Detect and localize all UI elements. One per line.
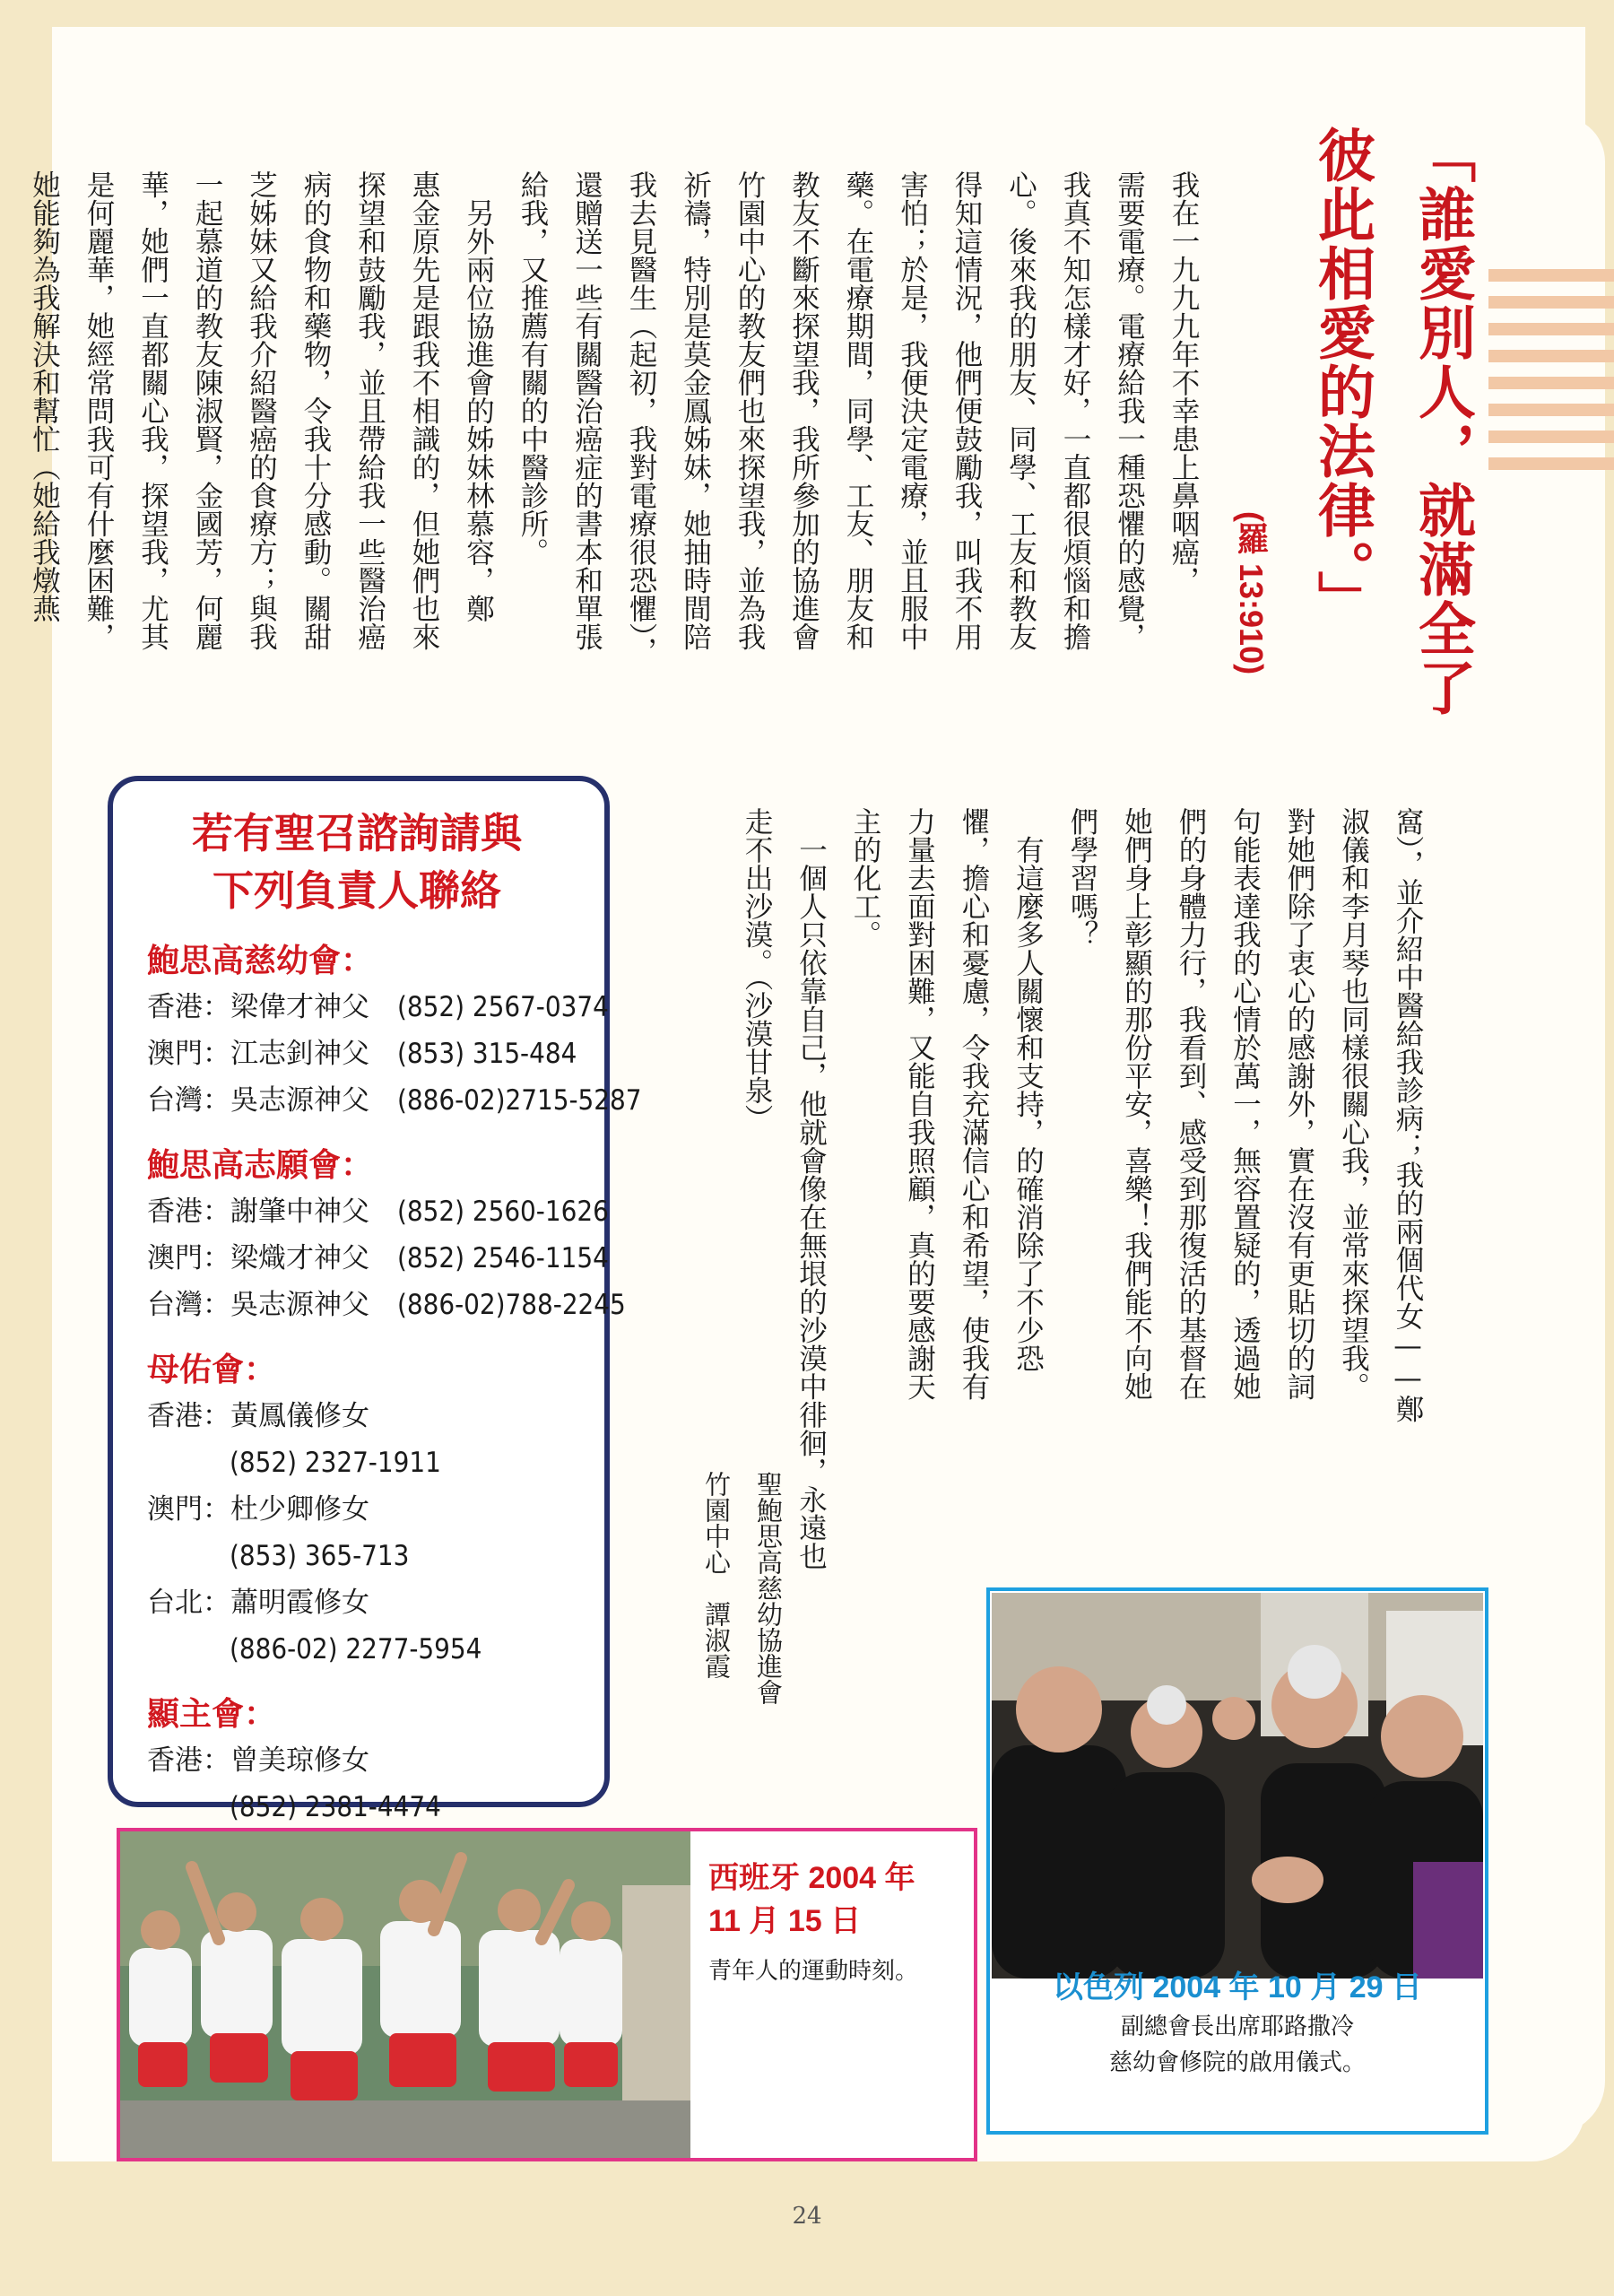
author-signature: 聖鮑思高慈幼協進會 竹園中心 譚淑霞 [701,1471,784,1705]
contact-heading-line1: 若有聖召諮詢請與 [192,809,522,857]
contact-line: 澳門：江志釗神父 (853) 315-484 [147,1038,577,1070]
contact-line: 台灣：吳志源神父 (886-02)2715-5287 [147,1084,642,1117]
contact-heading-line2: 下列負責人聯絡 [213,866,501,915]
contact-line: 澳門：杜少卿修女 [147,1493,369,1526]
contact-phone: (852) 2327-1911 [230,1447,441,1479]
contact-line: 台北：蕭明霞修女 [147,1587,369,1619]
decorative-stripes [1488,269,1614,502]
org-name: 鮑思高慈幼會： [147,943,374,979]
page-number: 24 [792,2203,822,2230]
contact-line: 澳門：梁熾才神父 (852) 2546-1154 [147,1242,609,1274]
contact-line: 香港：曾美琼修女 [147,1744,369,1777]
article-body-top: 我在一九九九年不幸患上鼻咽癌， 需要電療。電療給我一種恐懼的感覺， 我真不知怎樣才好，一直都很煩惱和擔 心。後來我的朋友、同學、工友和教友 得知這情況，他們便鼓勵我，叫我不用 害怕；於是，我便決定電療，並且服中 藥。在電療期間，同學、工友、朋友和 教友不斷來探望我，我所參加的協進會 竹園中心的教友們也來探望我，並為我 祈禱，特別是莫金鳳姊妹，她抽時間陪 我去見醫生（起初，我對電療很恐懼）， 還贈送一些有關醫治癌症的書本和單張 給我，又推薦有關的中醫診所。 另外兩位協進會的姊妹林慕容，鄭 惠金原先是跟我不相識的，但她們也來 探望和鼓勵我，並且帶給我一些醫治癌 病的食物和藥物，令我十分感動。關甜 芝姊妹又給我介紹醫癌的食療方；與我 一起慕道的教友陳淑賢，金國芳，何麗 華，她們一直都關心我，探望我，尤其 是何麗華，她經常問我可有什麼困難， 她能夠為我解決和幫忙（她給我燉燕 [28,170,1200,665]
spain-caption-date: 西班牙 2004 年 11 月 15 日 [708,1861,915,1938]
article-body-bottom: 窩），並介紹中醫給我診病；我的兩個代女——鄭 淑儀和李月琴也同樣很關心我，並常來探望我。 對她們除了衷心的感謝外，實在沒有更貼切的詞 句能表達我的心情於萬一，無容置疑的，透過她 們的身體力行，我看到、感受到那復活的基督在 她們身上彰顯的那份平安，喜樂！我們能不向她 們學習嗎？ 有這麼多人關懷和支持，的確消除了不少恐 懼，擔心和憂慮，令我充滿信心和希望，使我有 力量去面對困難，又能自我照顧，真的要感謝天 主的化工。 一個人只依靠自己，他就會像在無垠的沙漠中徘徊，永遠也 走不出沙漠。（沙漠甘泉） [741,807,1424,1570]
article-title: 「誰愛別人，就滿全了 彼此相愛的法律。」 [1308,126,1475,718]
contact-line: 香港：梁偉才神父 (852) 2567-0374 [147,991,609,1023]
org-name: 顯主會： [147,1696,277,1733]
israel-ceremony-photo [992,1593,1483,1979]
scripture-reference: (羅 13:910) [1233,511,1270,675]
contact-heading [147,804,567,919]
israel-caption-date: 以色列 2004 年 10 月 29 日 [1053,1970,1422,2005]
israel-caption-text: 副總會長出席耶路撒冷 慈幼會修院的啟用儀式。 [1108,2013,1366,2076]
contact-phone: (886-02) 2277-5954 [230,1633,482,1665]
vocation-contact-box [108,776,642,1823]
spain-youth-photo [120,1831,690,2158]
contact-line: 香港：謝肇中神父 (852) 2560-1626 [147,1196,609,1228]
spain-caption-text: 青年人的運動時刻。 [708,1958,919,1985]
contact-line: 香港：黃鳳儀修女 [147,1400,369,1432]
contact-phone: (852) 2381-4474 [230,1791,441,1823]
org-name: 母佑會： [147,1352,277,1388]
contact-line: 台灣：吳志源神父 (886-02)788-2245 [147,1289,626,1321]
contact-phone: (853) 365-713 [230,1540,410,1572]
org-name: 鮑思高志願會： [147,1147,374,1184]
